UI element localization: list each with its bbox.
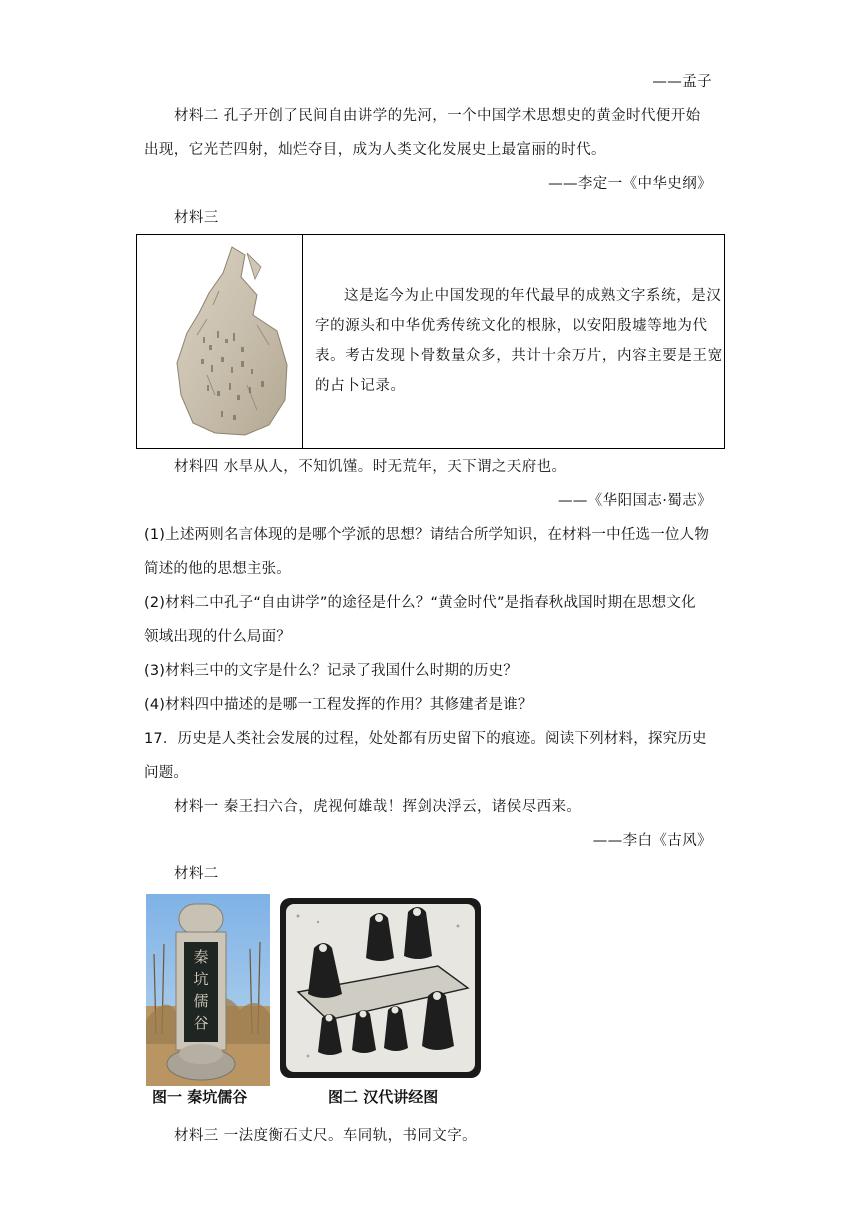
question-2-line-1: (2)材料二中孔子“自由讲学”的途径是什么？“黄金时代”是指春秋战国时期在思想文化 <box>144 595 696 611</box>
figure-1-caption: 图一 秦坑儒谷 <box>152 1088 248 1106</box>
han-lecture-rubbing <box>278 896 483 1080</box>
stele-inscription: 秦坑儒谷 <box>193 948 209 1032</box>
problem-17-line-1: 17．历史是人类社会发展的过程，处处都有历史留下的痕迹。阅读下列材料，探究历史 <box>144 731 707 747</box>
material-2-line-1: 材料二 孔子开创了民间自由讲学的先河，一个中国学术思想史的黄金时代便开始 <box>174 108 701 124</box>
problem-17-material-3: 材料三 一法度衡石丈尺。车同轨，书同文字。 <box>174 1128 478 1144</box>
problem-17-material-1-source: ——李白《古风》 <box>592 833 712 849</box>
material-3-text-cell <box>303 235 725 449</box>
material-4-source: ——《华阳国志·蜀志》 <box>557 493 712 509</box>
material-2-source: ——李定一《中华史纲》 <box>548 176 712 192</box>
oracle-bone-cell <box>137 235 303 449</box>
question-1-line-2: 简述的他的思想主张。 <box>144 561 291 577</box>
question-4: (4)材料四中描述的是哪一工程发挥的作用？其修建者是谁？ <box>144 697 533 713</box>
figure-2-caption: 图二 汉代讲经图 <box>328 1088 439 1106</box>
mengzi-source: ——孟子 <box>652 74 712 90</box>
qin-kengru-valley-photo <box>146 894 270 1086</box>
material-3-label: 材料三 <box>174 210 219 226</box>
material-2-line-2: 出现，它光芒四射，灿烂夺目，成为人类文化发展史上最富丽的时代。 <box>144 142 606 158</box>
material-2-figures <box>146 890 486 1112</box>
question-2-line-2: 领域出现的什么局面？ <box>144 629 291 645</box>
question-1-line-1: (1)上述两则名言体现的是哪个学派的思想？请结合所学知识，在材料一中任选一位人物 <box>144 527 710 543</box>
problem-17-material-1: 材料一 秦王扫六合，虎视何雄哉！挥剑决浮云，诸侯尽西来。 <box>174 799 582 815</box>
material-3-text: 这是迄今为止中国发现的年代最早的成熟文字系统，是汉字的源头和中华优秀传统文化的根脉，以安阳殷墟等地为代表。考古发现卜骨数量众多，共计十余万片，内容主要是王宽的占卜记录。 <box>315 288 723 394</box>
problem-17-line-2: 问题。 <box>144 765 189 781</box>
material-3-table <box>136 234 725 449</box>
oracle-bone-image <box>137 235 302 448</box>
question-3: (3)材料三中的文字是什么？记录了我国什么时期的历史？ <box>144 663 518 679</box>
problem-17-material-2-label: 材料二 <box>174 866 219 882</box>
material-4-text: 材料四 水旱从人，不知饥馑。时无荒年，天下谓之天府也。 <box>174 459 567 475</box>
